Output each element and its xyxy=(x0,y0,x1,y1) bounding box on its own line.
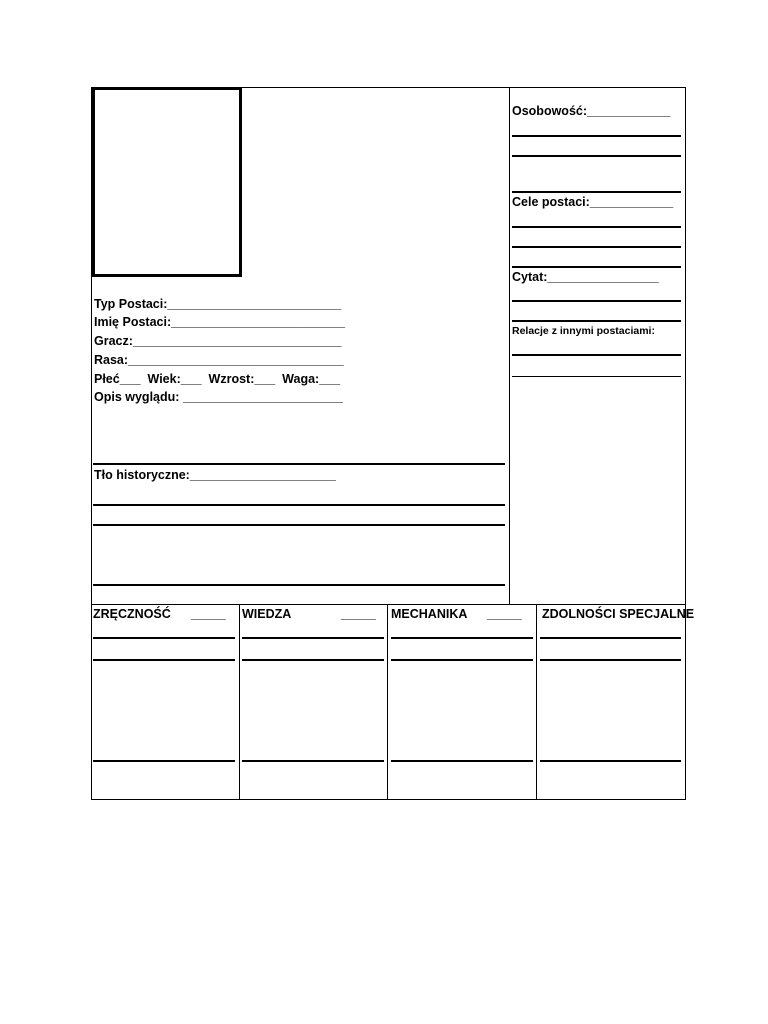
stats-divider-1 xyxy=(239,604,240,800)
tlo-line-3[interactable] xyxy=(93,584,505,586)
tlo-historyczne-field[interactable]: Tło historyczne:_____________________ xyxy=(94,468,336,482)
stat-mechanika-line-2[interactable] xyxy=(391,659,533,661)
cytat-line-2[interactable] xyxy=(512,320,681,322)
stat-zdolnosci-line-3[interactable] xyxy=(540,760,681,762)
tlo-line-1[interactable] xyxy=(93,504,505,506)
stat-zdolnosci-specjalne-label: ZDOLNOŚCI SPECJALNE xyxy=(542,607,695,621)
imie-postaci-field[interactable]: Imię Postaci:_________________________ xyxy=(94,315,345,329)
relacje-line-2[interactable] xyxy=(512,376,681,377)
stat-zrecznosc-line-3[interactable] xyxy=(93,760,235,762)
typ-postaci-field[interactable]: Typ Postaci:_________________________ xyxy=(94,297,342,311)
cele-line-2[interactable] xyxy=(512,246,681,248)
stat-wiedza-label: WIEDZA xyxy=(242,607,292,621)
relacje-line-1[interactable] xyxy=(512,354,681,356)
tlo-line-2[interactable] xyxy=(93,524,505,526)
stat-mechanika-line-1[interactable] xyxy=(391,637,533,639)
stat-zrecznosc-score[interactable]: _____ xyxy=(191,607,226,621)
stat-zdolnosci-line-1[interactable] xyxy=(540,637,681,639)
cele-line-1[interactable] xyxy=(512,226,681,228)
stats-top-divider xyxy=(91,604,686,605)
relacje-label: Relacje z innymi postaciami: xyxy=(512,325,655,337)
portrait-frame[interactable] xyxy=(92,87,242,277)
gracz-field[interactable]: Gracz:______________________________ xyxy=(94,334,342,348)
stat-wiedza-score[interactable]: _____ xyxy=(341,607,376,621)
cytat-field[interactable]: Cytat:________________ xyxy=(512,270,659,284)
stats-divider-2 xyxy=(387,604,388,800)
stat-mechanika-score[interactable]: _____ xyxy=(487,607,522,621)
osobowosc-line-1[interactable] xyxy=(512,135,681,137)
cele-postaci-field[interactable]: Cele postaci:____________ xyxy=(512,195,674,209)
cele-line-3[interactable] xyxy=(512,266,681,268)
stat-zrecznosc-line-2[interactable] xyxy=(93,659,235,661)
stat-zrecznosc-label: ZRĘCZNOŚĆ xyxy=(93,607,171,621)
osobowosc-line-3[interactable] xyxy=(512,191,681,193)
opis-wygladu-field[interactable]: Opis wyglądu: _______________________ xyxy=(94,390,343,404)
stat-mechanika-line-3[interactable] xyxy=(391,760,533,762)
rasa-field[interactable]: Rasa:_______________________________ xyxy=(94,353,344,367)
osobowosc-line-2[interactable] xyxy=(512,155,681,157)
stat-zrecznosc-line-1[interactable] xyxy=(93,637,235,639)
osobowosc-field[interactable]: Osobowość:____________ xyxy=(512,104,671,118)
stat-wiedza-line-2[interactable] xyxy=(242,659,384,661)
opis-wygladu-line[interactable] xyxy=(93,463,505,465)
right-column-divider xyxy=(509,87,510,604)
stat-wiedza-line-1[interactable] xyxy=(242,637,384,639)
stat-mechanika-label: MECHANIKA xyxy=(391,607,468,621)
cytat-line-1[interactable] xyxy=(512,300,681,302)
stat-wiedza-line-3[interactable] xyxy=(242,760,384,762)
stats-divider-3 xyxy=(536,604,537,800)
stat-zdolnosci-line-2[interactable] xyxy=(540,659,681,661)
plec-wiek-wzrost-waga-field[interactable]: Płeć___ Wiek:___ Wzrost:___ Waga:___ xyxy=(94,372,341,386)
